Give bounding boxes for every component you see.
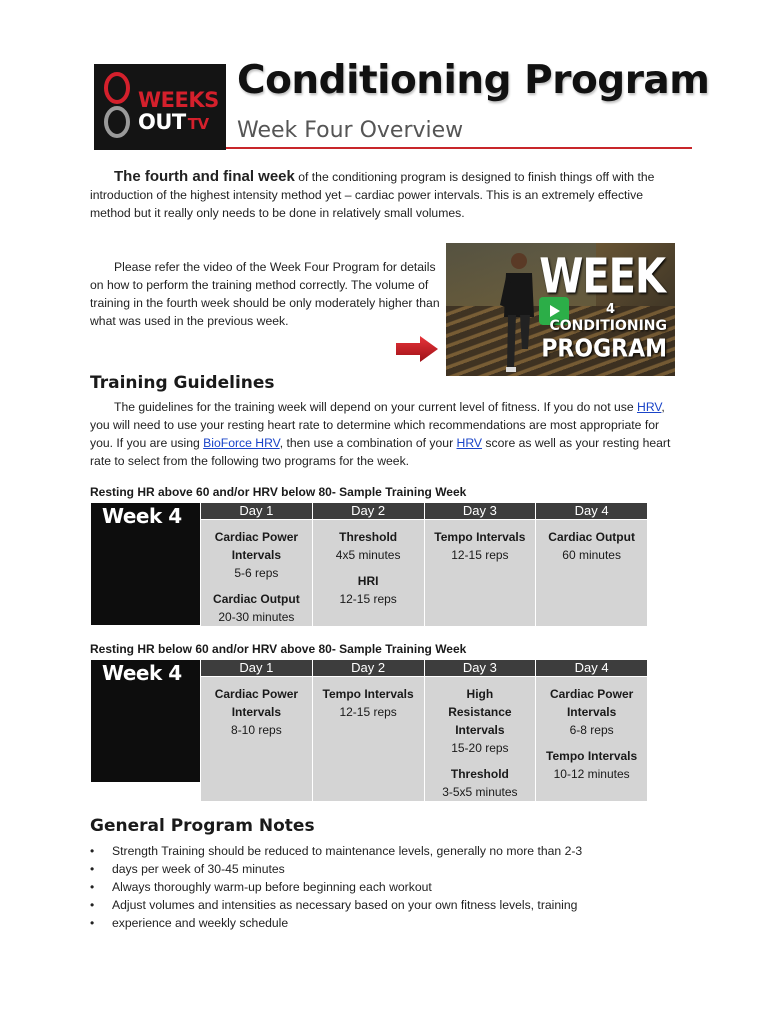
video-text-conditioning: CONDITIONING bbox=[549, 318, 667, 334]
weeks-out-tv-logo bbox=[94, 64, 226, 150]
training-table-2 bbox=[91, 660, 647, 799]
program-notes-heading: General Program Notes bbox=[90, 816, 315, 836]
list-item: • Strength Training should be reduced to maintenance levels, generally no more than 2-3 bbox=[90, 842, 690, 860]
day-header: Day 3 bbox=[424, 660, 536, 676]
bioforce-hrv-link[interactable]: BioForce HRV bbox=[203, 436, 280, 450]
day-cell: Tempo Intervals 12-15 reps bbox=[424, 519, 536, 626]
day-cell: High Resistance Intervals 15-20 reps Threshold 3-5x5 minutes bbox=[424, 676, 536, 801]
list-item: • Always thoroughly warm-up before beginning each workout bbox=[90, 878, 690, 896]
day-header: Day 2 bbox=[312, 503, 424, 519]
logo-out-tv-text: OUT TV bbox=[138, 110, 209, 134]
day-cell: Cardiac Output 60 minutes bbox=[535, 519, 647, 626]
chain-8-icon bbox=[100, 68, 134, 144]
list-item: • Adjust volumes and intensities as necessary based on your own fitness levels, training bbox=[90, 896, 690, 914]
day-header: Day 1 bbox=[200, 503, 312, 519]
hrv-link-2[interactable]: HRV bbox=[456, 436, 483, 450]
day-cell: Tempo Intervals 12-15 reps bbox=[312, 676, 424, 801]
table1-caption: Resting HR above 60 and/or HRV below 80- Sample Training Week bbox=[90, 485, 467, 499]
day-header: Day 2 bbox=[312, 660, 424, 676]
day-cell: Threshold 4x5 minutes HRI 12-15 reps bbox=[312, 519, 424, 626]
day-header: Day 4 bbox=[535, 660, 647, 676]
day-cell: Cardiac Power Intervals 8-10 reps bbox=[200, 676, 312, 801]
day-header: Day 3 bbox=[424, 503, 536, 519]
table2-caption: Resting HR below 60 and/or HRV above 80- Sample Training Week bbox=[90, 642, 467, 656]
video-text-program: PROGRAM bbox=[541, 334, 667, 364]
page-subtitle: Week Four Overview bbox=[237, 118, 464, 143]
day-header: Day 1 bbox=[200, 660, 312, 676]
video-thumbnail[interactable] bbox=[446, 243, 675, 376]
week-label-cell: Week 4 bbox=[91, 503, 200, 625]
intro-paragraph bbox=[90, 168, 680, 222]
runner-figure bbox=[498, 249, 538, 373]
page-title: Conditioning Program bbox=[237, 58, 710, 103]
logo-weeks-text: WEEKS bbox=[138, 88, 219, 112]
day-header: Day 4 bbox=[535, 503, 647, 519]
header-divider bbox=[226, 147, 692, 149]
red-arrow-icon bbox=[396, 336, 438, 362]
program-notes-list bbox=[90, 842, 690, 932]
list-item: • experience and weekly schedule bbox=[90, 914, 690, 932]
intro-lead: The fourth and final week bbox=[114, 168, 295, 185]
intro-text: of the conditioning program is designed to finish things off with the introduction of the highest intensity method yet – cardiac power intervals. This is an extremely effective method but it really only needs to be done in relatively small volumes. bbox=[90, 170, 655, 220]
day-cell: Cardiac Power Intervals 5-6 reps Cardiac Output 20-30 minutes bbox=[200, 519, 312, 626]
guidelines-paragraph: The guidelines for the training week will depend on your current level of fitness. If you do not use HRV, you will need to use your resting heart rate to determine which recommendations are most appropriate for you. If you are using BioForce HRV, then use a combination of your HRV score as well as your resting heart rate to select from the following two programs for the week. bbox=[90, 400, 671, 468]
video-text-week: WEEK bbox=[539, 249, 665, 305]
week-label-cell: Week 4 bbox=[91, 660, 200, 782]
day-cell: Cardiac Power Intervals 6-8 reps Tempo Intervals 10-12 minutes bbox=[535, 676, 647, 801]
hrv-link[interactable]: HRV bbox=[637, 400, 662, 414]
training-guidelines-heading: Training Guidelines bbox=[90, 373, 275, 393]
video-paragraph: Please refer the video of the Week Four Program for details on how to perform the training method correctly. The volume of training in the fourth week should be only moderately higher than what was used in the previous week. bbox=[90, 260, 440, 328]
training-table-1 bbox=[91, 503, 647, 625]
video-text-number: 4 bbox=[605, 302, 615, 317]
list-item: • days per week of 30-45 minutes bbox=[90, 860, 690, 878]
